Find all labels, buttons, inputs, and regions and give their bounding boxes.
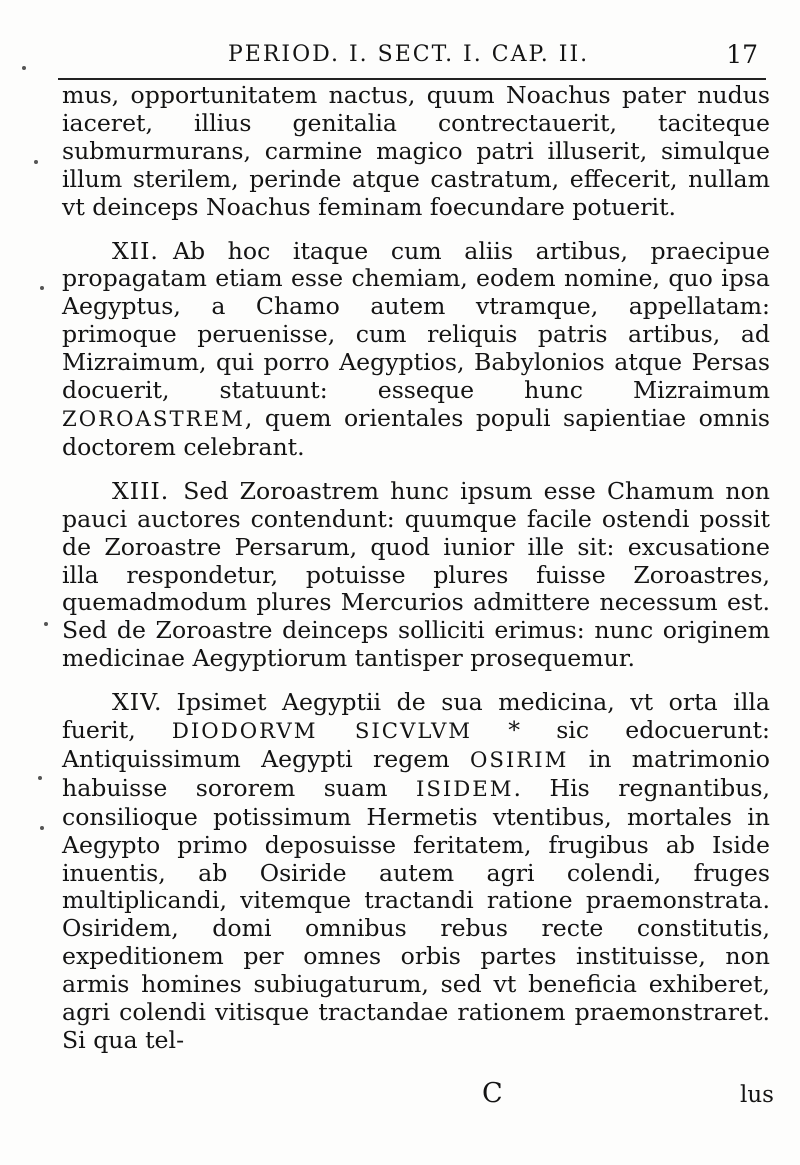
paragraph-text: . His regnantibus, consilioque potissimum Hermetis vtentibus, mortales in Aegypto primo deposuisse feritatem, frugibus ab Iside inuentis, ab Osiride autem agri colendi, fruges multiplicandi, vitemque tractandi ratione praemonstrata. Osiridem, domi omnibus rebus recte constitutis, expeditionem per omnes orbis partes instituisse, non armis homines subiugaturum, sed vt beneficia exhiberet, agri colendi vitisque tractandae rationem praemonstraret. Si qua tel- (62, 773, 770, 1054)
paragraph (62, 689, 770, 1055)
paragraph (62, 478, 770, 673)
paragraph-text: , quem orientales populi sapientiae omnis doctorem celebrant. (62, 403, 770, 461)
print-speck (22, 66, 26, 70)
page-footer (0, 1078, 800, 1118)
running-head: PERIOD. I. SECT. I. CAP. II. (228, 42, 590, 67)
paragraph (62, 82, 770, 222)
page-header (60, 38, 770, 78)
paragraph (62, 238, 770, 462)
paragraph-text: * sic edocuerunt: Antiquissimum Aegypti regem (62, 716, 770, 773)
paragraph-text: in matrimonio habuisse sororem suam (62, 744, 770, 802)
proper-name: ZOROASTREM (62, 406, 245, 432)
proper-name: OSIRIM (469, 747, 569, 773)
proper-name: ISIDEM (415, 776, 514, 802)
body-text (62, 82, 770, 1055)
paragraph-number: XIII. (112, 476, 170, 505)
print-speck (34, 160, 38, 164)
catchword: lus (740, 1082, 774, 1108)
print-speck (40, 286, 44, 290)
signature-mark: C (482, 1078, 503, 1109)
paragraph-text: Ab hoc itaque cum aliis artibus, praecipue propagatam etiam esse chemiam, eodem nomine, quo ipsa Aegyptus, a Chamo autem vtramque, appellatam: primoque peruenisse, cum reliquis patris artibus, ad Mizraimum, qui porro Aegyptios, Babylonios atque Persas docuerit, statuunt: esseque hunc Mizraimum (62, 236, 770, 405)
paragraph-number: XIV. (112, 688, 163, 717)
print-speck (38, 776, 42, 780)
paragraph-text: Ipsimet Aegyptii de sua medicina, vt orta illa fuerit, (62, 688, 770, 745)
proper-name: DIODORVM SICVLVM (171, 719, 473, 745)
paragraph-number: XII. (112, 236, 159, 265)
paragraph-text: mus, opportunitatem nactus, quum Noachus pater nudus iaceret, illius genitalia contrectauerit, taciteque submurmurans, carmine magico patri illuserit, simulque illum sterilem, perinde atque castratum, effecerit, nullam vt deinceps Noachus feminam foecundare potuerit. (62, 81, 770, 221)
paragraph-text: Sed Zoroastrem hunc ipsum esse Chamum non pauci auctores contendunt: quumque facile ostendi possit de Zoroastre Persarum, quod iunior ille sit: excusatione illa respondetur, potuisse plures fuisse Zoroastres, quemadmodum plures Mercurios admittere necessum est. Sed de Zoroastre deinceps solliciti erimus: nunc originem medicinae Aegyptiorum tantisper prosequemur. (62, 476, 770, 673)
page-number: 17 (726, 40, 758, 69)
print-speck (40, 826, 44, 830)
header-rule (58, 78, 766, 80)
print-speck (44, 622, 48, 626)
